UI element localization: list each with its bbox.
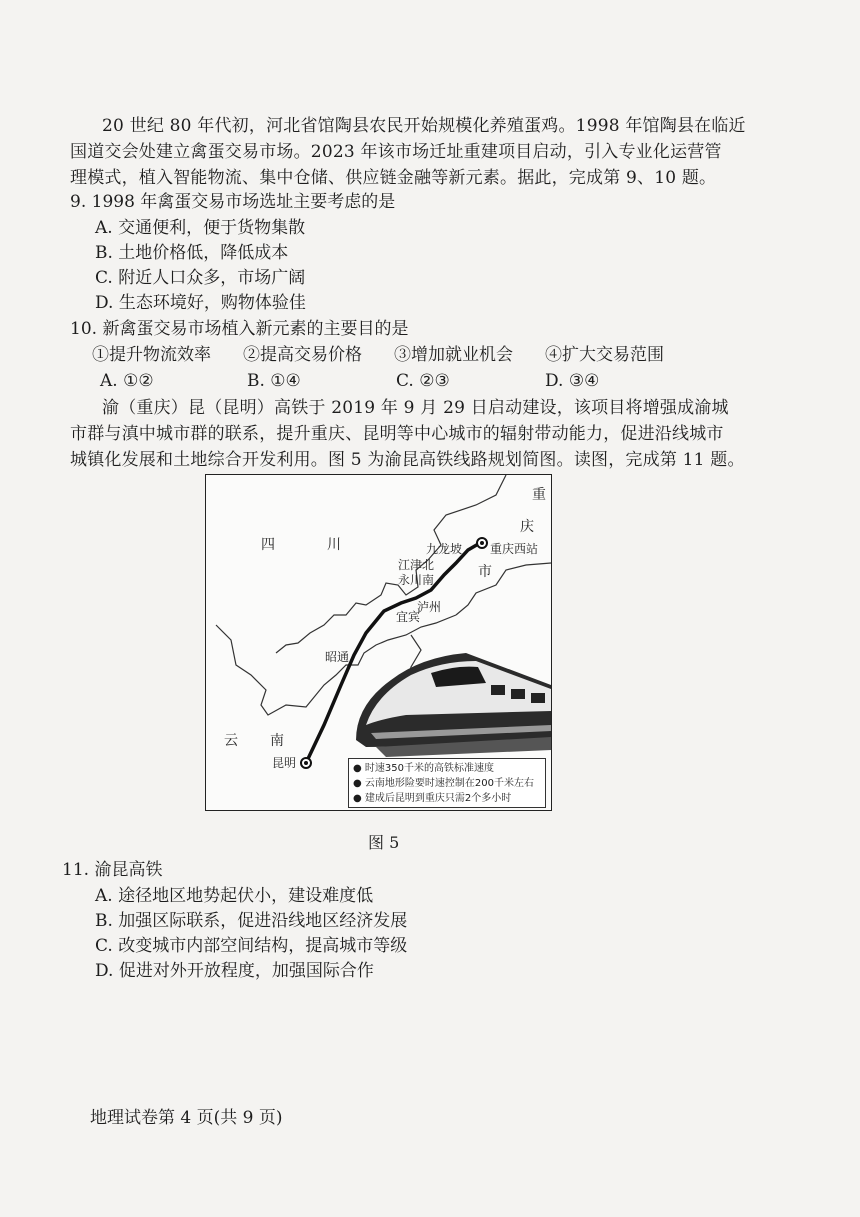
border-chongqing-east <box>456 563 551 615</box>
label-sichuan-1: 四 <box>261 537 275 553</box>
question-11-option-c[interactable]: C. 改变城市内部空间结构，提高城市等级 <box>95 936 408 956</box>
label-chongqing-2: 庆 <box>520 519 534 535</box>
passage1-line-2: 国道交会处建立禽蛋交易市场。2023 年该市场迁址重建项目启动，引入专业化运营管 <box>70 142 722 162</box>
question-10-option-b[interactable]: B. ①④ <box>247 371 301 391</box>
passage1-line-3: 理模式，植入智能物流、集中仓储、供应链金融等新元素。据此，完成第 9、10 题。 <box>70 168 717 188</box>
question-11-option-d[interactable]: D. 促进对外开放程度，加强国际合作 <box>95 961 374 981</box>
question-10-item-4: ④扩大交易范围 <box>545 345 664 365</box>
label-sichuan-2: 川 <box>327 537 341 553</box>
question-9-stem: 9. 1998 年禽蛋交易市场选址主要考虑的是 <box>70 192 396 212</box>
question-9-option-a[interactable]: A. 交通便利，便于货物集散 <box>95 218 306 238</box>
question-11-option-a[interactable]: A. 途径地区地势起伏小，建设难度低 <box>95 886 374 906</box>
label-jiangjin-north: 江津北 <box>398 558 435 572</box>
high-speed-train-image <box>356 653 551 757</box>
question-10-option-d[interactable]: D. ③④ <box>545 371 600 391</box>
question-9-option-c[interactable]: C. 附近人口众多，市场广阔 <box>95 268 306 288</box>
label-zhaotong: 昭通 <box>325 650 350 664</box>
label-luzhou: 泸州 <box>417 600 442 614</box>
passage2-line-1: 渝（重庆）昆（昆明）高铁于 2019 年 9 月 29 日启动建设，该项目将增强成渝城 <box>102 398 729 418</box>
label-jiulongpo: 九龙坡 <box>426 542 463 556</box>
question-9-option-b[interactable]: B. 土地价格低，降低成本 <box>95 243 289 263</box>
legend-item-3: ● 建成后昆明到重庆只需2个多小时 <box>353 793 512 804</box>
question-9-option-d[interactable]: D. 生态环境好，购物体验佳 <box>95 293 306 313</box>
legend-item-2: ● 云南地形险要时速控制在200千米左右 <box>353 778 534 789</box>
page-footer: 地理试卷第 4 页(共 9 页) <box>90 1108 283 1128</box>
question-10-option-c[interactable]: C. ②③ <box>396 371 450 391</box>
label-chongqing-1: 重 <box>532 487 546 503</box>
question-10-item-3: ③增加就业机会 <box>394 345 513 365</box>
label-yunnan-2: 南 <box>270 733 284 749</box>
label-chongqing-west-station: 重庆西站 <box>490 542 539 556</box>
label-yongchuan-south: 永川南 <box>398 573 435 587</box>
question-10-stem: 10. 新禽蛋交易市场植入新元素的主要目的是 <box>70 319 409 339</box>
question-10-option-a[interactable]: A. ①② <box>100 371 154 391</box>
question-10-item-2: ②提高交易价格 <box>243 345 362 365</box>
figure-caption: 图 5 <box>368 833 400 852</box>
question-11-stem: 11. 渝昆高铁 <box>62 860 163 880</box>
passage1-line-1: 20 世纪 80 年代初，河北省馆陶县农民开始规模化养殖蛋鸡。1998 年馆陶县在临近 <box>102 116 746 136</box>
border-sichuan-chongqing <box>276 475 506 653</box>
passage2-line-2: 市群与滇中城市群的联系，提升重庆、昆明等中心城市的辐射带动能力，促进沿线城市 <box>70 424 724 444</box>
map-legend <box>348 758 546 808</box>
label-kunming: 昆明 <box>272 756 297 770</box>
question-11-option-b[interactable]: B. 加强区际联系，促进沿线地区经济发展 <box>95 911 408 931</box>
passage2-line-3: 城镇化发展和土地综合开发利用。图 5 为渝昆高铁线路规划简图。读图，完成第 11 题。 <box>70 450 745 470</box>
label-yibin: 宜宾 <box>396 610 421 624</box>
legend-item-1: ● 时速350千米的高铁标准速度 <box>353 763 494 774</box>
label-chongqing-3: 市 <box>478 564 492 580</box>
question-10-item-1: ①提升物流效率 <box>92 345 211 365</box>
railway-map-figure <box>205 474 552 811</box>
label-yunnan-1: 云 <box>224 733 238 749</box>
